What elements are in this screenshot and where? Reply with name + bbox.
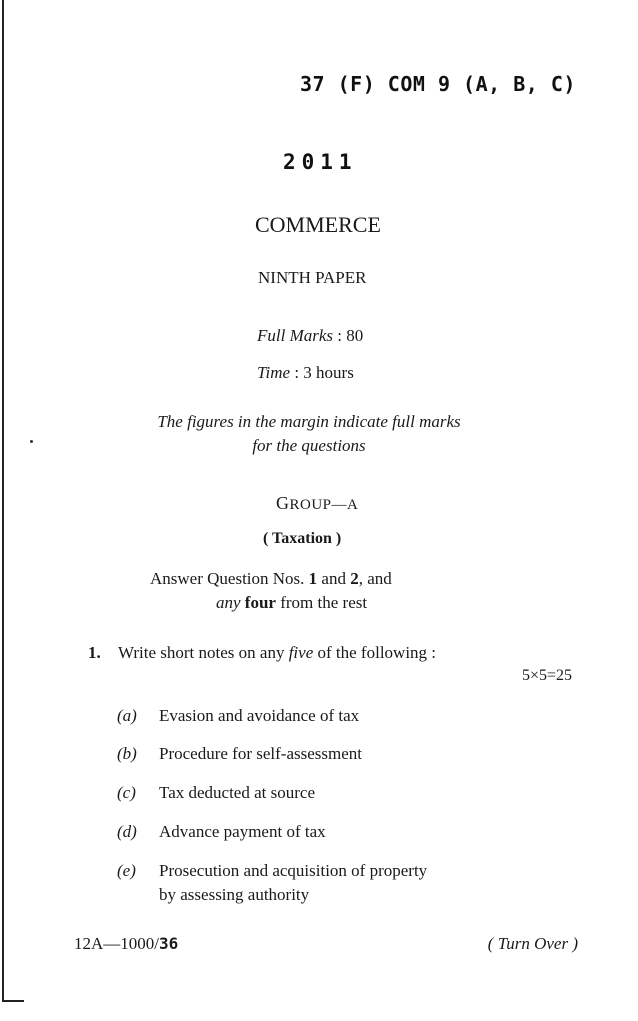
time-value: : 3 hours [294, 363, 354, 382]
left-margin-rule [2, 0, 4, 1000]
answer-q2: 2 [350, 569, 359, 588]
scan-speck [30, 440, 33, 443]
item-text-d: Advance payment of tax [159, 822, 326, 841]
full-marks [257, 326, 363, 346]
answer-text-2: and [317, 569, 351, 588]
time-label: Time [257, 363, 291, 382]
answer-instruction-line-2 [216, 593, 367, 613]
group-rest: ROUP—A [289, 497, 359, 513]
item-label-a: (a) [117, 706, 137, 725]
item-text-e-line-2: by assessing authority [159, 885, 310, 904]
item-text-b: Procedure for self-assessment [159, 744, 362, 763]
answer-any: any [216, 593, 241, 612]
item-label-b: (b) [117, 744, 137, 763]
turn-over-note: ( Turn Over ) [487, 934, 578, 953]
instruction-line-2: for the questions [252, 436, 366, 455]
answer-text-1: Answer Question Nos. [150, 569, 309, 588]
paper-code: 37 (F) COM 9 (A, B, C) [300, 72, 576, 96]
bottom-corner-rule [2, 1000, 24, 1002]
answer-text-3: , and [358, 569, 392, 588]
item-text-a: Evasion and avoidance of tax [159, 706, 360, 725]
footer-code [74, 934, 178, 954]
question-marks: 5×5=25 [521, 667, 572, 684]
question-text-pre: Write short notes on any [118, 643, 289, 662]
group-heading [276, 493, 358, 514]
footer-code-prefix: 12A—1000/ [74, 934, 159, 953]
question-number: 1. [88, 643, 101, 662]
answer-rest: from the rest [275, 593, 368, 612]
full-marks-label: Full Marks [257, 326, 334, 345]
exam-year: 2011 [283, 150, 358, 174]
item-text-e: Prosecution and acquisition of property [159, 861, 428, 880]
group-initial: G [276, 493, 290, 513]
answer-q1: 1 [308, 569, 318, 588]
answer-instruction-line-1 [150, 569, 392, 589]
instruction-line-1: The figures in the margin indicate full marks [157, 412, 461, 431]
question-text-post: of the following : [313, 643, 437, 662]
answer-four: four [244, 593, 276, 612]
item-label-e: (e) [117, 861, 136, 880]
full-marks-value: : 80 [337, 326, 364, 345]
subject-title: COMMERCE [255, 212, 381, 237]
item-text-c: Tax deducted at source [159, 783, 315, 802]
question-five: five [288, 643, 314, 662]
question-text [118, 643, 436, 663]
paper-name: NINTH PAPER [258, 268, 367, 287]
item-label-d: (d) [117, 822, 137, 841]
footer-code-number: 36 [159, 934, 179, 953]
item-label-c: (c) [117, 783, 136, 802]
section-title: ( Taxation ) [263, 530, 342, 547]
time-allowed [257, 363, 354, 383]
